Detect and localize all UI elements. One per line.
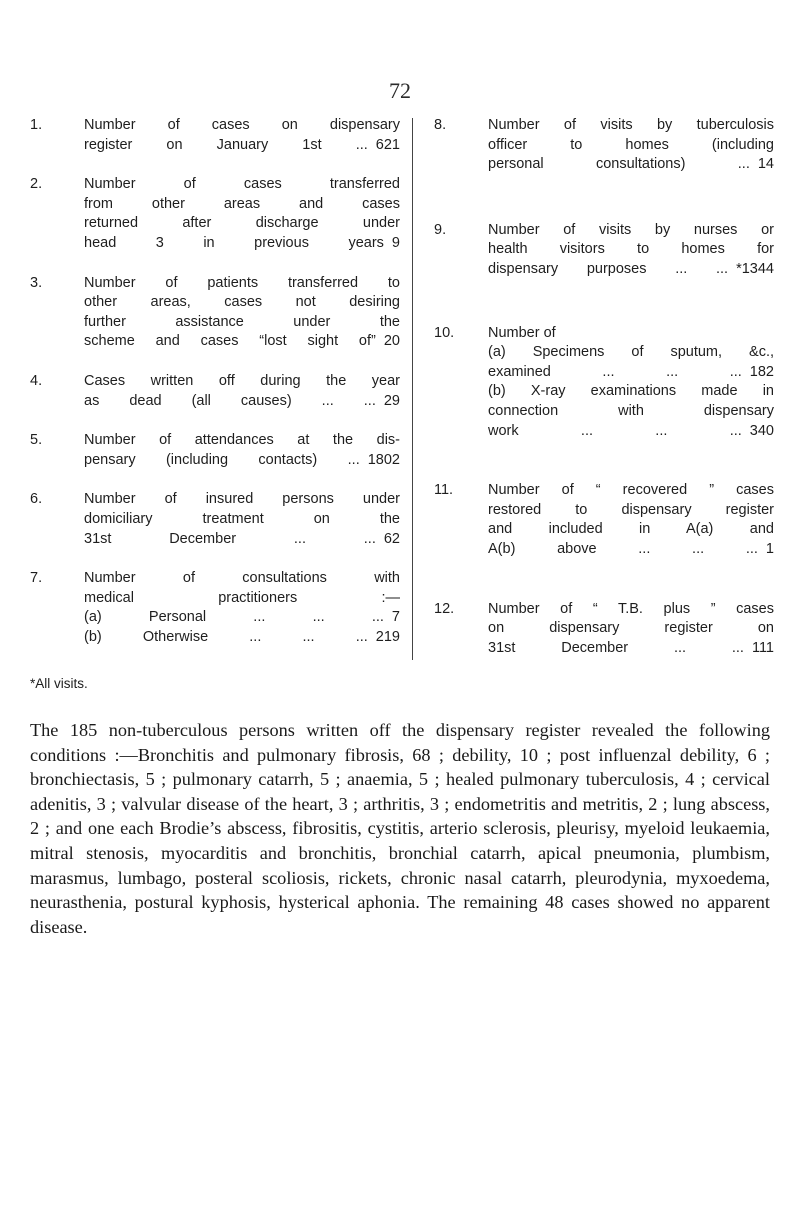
item-line — [488, 481, 774, 501]
item-text: (b) Otherwise ... ... ... — [84, 628, 368, 645]
item-text: restored to dispensary register — [488, 501, 774, 518]
list-item — [30, 116, 400, 155]
item-body — [84, 431, 400, 470]
item-line — [488, 363, 774, 383]
item-value: 111 — [751, 639, 774, 656]
item-line — [488, 116, 774, 136]
item-line — [488, 221, 774, 241]
footnote: *All visits. — [30, 676, 88, 691]
item-number: 3. — [30, 274, 43, 291]
item-line — [84, 530, 400, 550]
item-line — [84, 392, 400, 412]
item-number: 8. — [434, 117, 447, 133]
item-text: head 3 in previous years — [84, 234, 384, 251]
item-text: Number of consultations with — [84, 570, 400, 587]
item-line — [84, 510, 400, 530]
item-number: 10. — [434, 324, 455, 341]
list-item — [30, 569, 400, 647]
item-number: 2. — [30, 176, 43, 193]
item-text: 31st December ... ... — [84, 530, 376, 547]
item-line — [84, 195, 400, 215]
item-line — [84, 628, 400, 648]
item-value: 7 — [391, 609, 400, 626]
item-line — [84, 175, 400, 195]
item-value: *1344 — [736, 260, 774, 277]
item-text: register on January 1st ... — [84, 136, 368, 153]
left-column — [30, 116, 400, 647]
item-line — [488, 422, 774, 442]
item-line — [84, 451, 400, 471]
item-line — [84, 589, 400, 609]
item-line — [84, 569, 400, 589]
item-text: scheme and cases “lost sight of” — [84, 333, 376, 350]
item-text: Number of attendances at the dis- — [84, 432, 400, 449]
item-text: connection with dispensary — [488, 402, 774, 419]
item-text: A(b) above ... ... ... — [488, 540, 758, 557]
item-number: 7. — [30, 570, 43, 587]
item-body — [84, 569, 400, 647]
item-line — [84, 214, 400, 234]
item-line — [488, 343, 774, 363]
item-value: 340 — [749, 422, 774, 439]
item-text: 31st December ... ... — [488, 639, 744, 656]
item-number: 6. — [30, 491, 43, 508]
item-body — [84, 116, 400, 155]
item-text: pensary (including contacts) ... — [84, 451, 360, 468]
item-line — [488, 136, 774, 156]
item-line — [84, 431, 400, 451]
item-text: Number of patients transferred to — [84, 274, 400, 291]
item-value: 29 — [383, 392, 400, 409]
item-value: 9 — [391, 234, 400, 251]
list-item — [434, 600, 774, 659]
item-text: from other areas and cases — [84, 195, 400, 212]
page-number: 72 — [389, 78, 411, 103]
list-item — [30, 431, 400, 470]
item-number: 9. — [434, 221, 447, 238]
item-body — [488, 116, 774, 175]
item-line — [84, 116, 400, 136]
item-text: medical practitioners :— — [84, 589, 400, 606]
item-text: Number of “ recovered ” cases — [488, 482, 774, 499]
list-item — [30, 372, 400, 411]
item-value: 1802 — [367, 451, 400, 468]
item-number: 4. — [30, 372, 43, 389]
item-text: Number of — [488, 324, 556, 341]
item-text: Number of cases on dispensary — [84, 117, 400, 133]
item-value: 182 — [749, 363, 774, 380]
item-body — [488, 481, 774, 559]
column-divider — [412, 118, 413, 660]
item-line — [488, 382, 774, 402]
list-item — [30, 175, 400, 253]
item-text: and included in A(a) and — [488, 521, 774, 538]
item-line — [84, 234, 400, 254]
list-item — [434, 221, 774, 280]
item-text: examined ... ... ... — [488, 363, 742, 380]
item-number: 5. — [30, 432, 43, 449]
item-text: Cases written off during the year — [84, 372, 400, 389]
item-line — [84, 274, 400, 294]
item-text: on dispensary register on — [488, 620, 774, 637]
item-text: personal consultations) ... — [488, 156, 750, 173]
item-line — [488, 402, 774, 422]
list-item — [434, 116, 774, 175]
item-body — [488, 221, 774, 280]
item-value: 14 — [757, 156, 774, 173]
item-text: Number of visits by nurses or — [488, 221, 774, 238]
list-item — [30, 274, 400, 352]
item-value: 621 — [375, 136, 400, 153]
item-text: domiciliary treatment on the — [84, 510, 400, 527]
item-line — [488, 600, 774, 620]
item-body — [84, 372, 400, 411]
item-line — [488, 540, 774, 560]
item-text: (a) Specimens of sputum, &c., — [488, 344, 774, 361]
item-text: Number of “ T.B. plus ” cases — [488, 600, 774, 617]
item-line — [488, 155, 774, 175]
list-item — [434, 481, 774, 559]
item-text: as dead (all causes) ... ... — [84, 392, 376, 409]
item-body — [488, 600, 774, 659]
item-line — [84, 136, 400, 156]
item-line — [488, 619, 774, 639]
right-column — [434, 116, 774, 658]
item-line — [488, 639, 774, 659]
item-line — [84, 332, 400, 352]
item-value: 219 — [375, 628, 400, 645]
item-text: Number of insured persons under — [84, 491, 400, 508]
item-text: work ... ... ... — [488, 422, 742, 439]
item-number: 1. — [30, 117, 43, 133]
item-value: 20 — [383, 333, 400, 350]
item-line — [488, 501, 774, 521]
list-item — [30, 490, 400, 549]
item-text: (b) X-ray examinations made in — [488, 383, 774, 400]
list-item — [434, 324, 774, 442]
item-line — [488, 260, 774, 280]
item-text: returned after discharge under — [84, 215, 400, 232]
item-text: Number of visits by tuberculosis — [488, 117, 774, 133]
item-line — [84, 293, 400, 313]
item-line — [84, 490, 400, 510]
item-body — [84, 274, 400, 352]
item-line — [488, 324, 774, 344]
item-value: 62 — [383, 530, 400, 547]
item-value: 1 — [765, 540, 774, 557]
item-body — [84, 175, 400, 253]
body-paragraph: The 185 non-tuberculous persons written off the dispensary register revealed the following conditions :—Bronchitis and pulmonary fibrosis, 68 ; debility, 10 ; post influenzal debility, 6 ; bronchiectasis, 5 ; pulmonary catarrh, 5 ; anaemia, 5 ; healed pulmonary tuberculosis, 4 ; cervical adenitis, 3 ; valvular disease of the heart, 3 ; arthritis, 3 ; endometritis and metritis, 2 ; lung abscess, 2 ; and one each Brodie’s abscess, fibrositis, cystitis, arterio sclerosis, pleurisy, myeloid leukaemia, mitral stenosis, myocarditis and bronchitis, bronchial catarrh, apical pneumonia, plumbism, marasmus, lumbago, posteral scoliosis, rickets, chronic nasal catarrh, pleurodynia, myxoedema, neurasthenia, postural kyphosis, hysterical aphonia. The remaining 48 cases showed no apparent disease. — [30, 720, 770, 937]
item-line — [488, 520, 774, 540]
item-line — [488, 240, 774, 260]
item-number: 12. — [434, 600, 455, 617]
item-text: officer to homes (including — [488, 136, 774, 153]
item-body — [84, 490, 400, 549]
item-text: dispensary purposes ... ... — [488, 260, 729, 277]
item-text: Number of cases transferred — [84, 176, 400, 193]
item-text: other areas, cases not desiring — [84, 294, 400, 311]
item-text: (a) Personal ... ... ... — [84, 609, 384, 626]
item-text: further assistance under the — [84, 313, 400, 330]
item-body — [488, 324, 774, 442]
item-number: 11. — [434, 482, 454, 499]
item-line — [84, 313, 400, 333]
item-text: health visitors to homes for — [488, 241, 774, 258]
item-line — [84, 608, 400, 628]
item-line — [84, 372, 400, 392]
